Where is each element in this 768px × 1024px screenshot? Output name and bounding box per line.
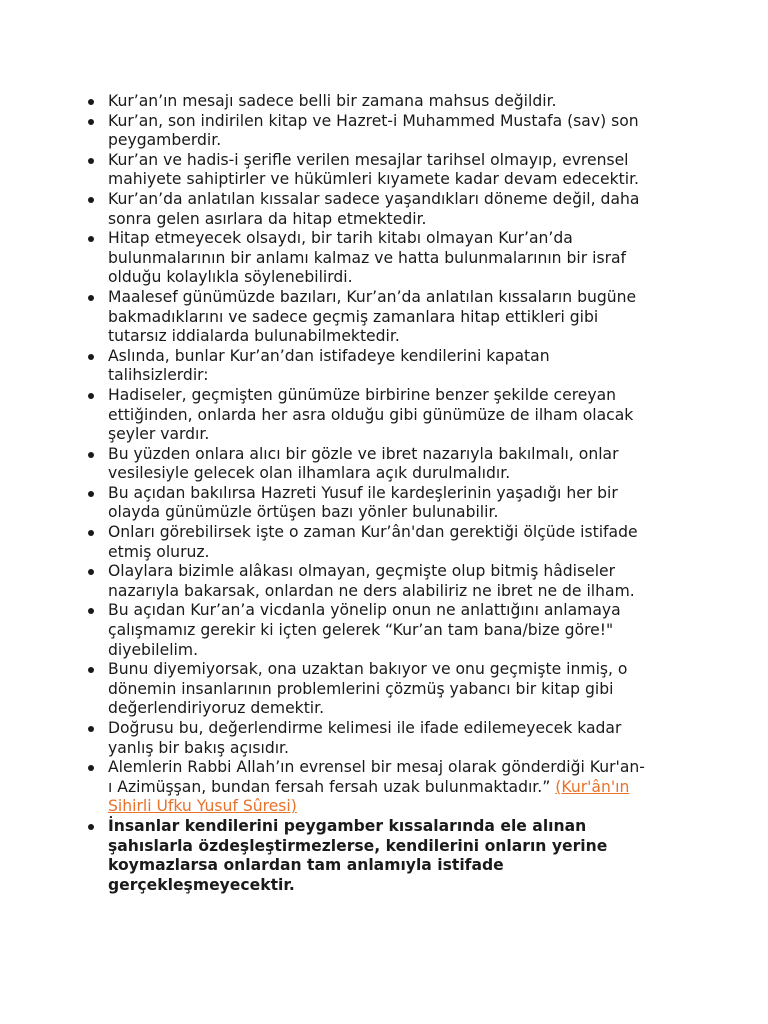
list-item: [108, 660, 674, 719]
bullet-icon: [88, 569, 94, 575]
list-item: [108, 190, 674, 229]
list-item: [108, 151, 674, 190]
list-item-text: Olaylara bizimle alâkası olmayan, geçmişte olup bitmiş hâdiseler nazarıyla bakarsak, onlardan ne ders alabiliriz ne ibret ne de ilham.: [108, 562, 635, 600]
bullet-icon: [88, 197, 94, 203]
list-item: [108, 92, 674, 112]
list-item-text: Kur’an’ın mesajı sadece belli bir zamana mahsus değildir.: [108, 92, 557, 110]
list-item-text: Maalesef günümüzde bazıları, Kur’an’da anlatılan kıssaların bugüne bakmadıklarını ve sadece geçmiş zamanlara hitap ettikleri gibi tutarsız iddialarda bulunabilmektedir.: [108, 287, 637, 346]
list-item-text: Hadiseler, geçmişten günümüze birbirine benzer şekilde cereyan ettiğinden, onlarda her asra olduğu gibi günümüze de ilham olacak şeyler vardır.: [108, 385, 634, 444]
bullet-icon: [88, 765, 94, 771]
bullet-icon: [88, 158, 94, 164]
list-item-text: Kur’an, son indirilen kitap ve Hazret-i Muhammed Mustafa (sav) son peygamberdir.: [108, 111, 639, 150]
bullet-icon: [88, 393, 94, 399]
list-item-text: Aslında, bunlar Kur’an’dan istifadeye kendilerini kapatan talihsizlerdir:: [108, 346, 550, 385]
source-link[interactable]: (Kur'ân'ın Sihirli Ufku Yusuf Sûresi): [108, 777, 630, 816]
list-item-text: Alemlerin Rabbi Allah’ın evrensel bir mesaj olarak gönderdiği Kur'an- ı Azimüşşan, bundan fersah fersah uzak bulunmaktadır.”: [108, 758, 645, 796]
bullet-icon: [88, 452, 94, 458]
bullet-icon: [88, 99, 94, 105]
list-item: [108, 112, 674, 151]
bullet-icon: [88, 608, 94, 614]
bullet-icon: [88, 295, 94, 301]
list-item-text: Bunu diyemiyorsak, ona uzaktan bakıyor ve onu geçmişte inmiş, o dönemin insanlarının problemlerini çözmüş yabancı bir kitap gibi değerlendiriyoruz demektir.: [108, 660, 628, 718]
list-item-text: Kur’an’da anlatılan kıssalar sadece yaşandıkları döneme değil, daha sonra gelen asırlara da hitap etmektedir.: [108, 189, 640, 228]
list-item: [108, 484, 674, 523]
bullet-icon: [88, 119, 94, 125]
bullet-list: [0, 92, 674, 895]
list-item-text: Doğrusu bu, değerlendirme kelimesi ile ifade edilemeyecek kadar yanlış bir bakış açısıdır.: [108, 719, 622, 757]
list-item: [108, 229, 674, 288]
list-item-text: Onları görebilirsek işte o zaman Kur’ân'dan gerektiği ölçüde istifade etmiş oluruz.: [108, 523, 638, 561]
bullet-icon: [88, 491, 94, 497]
bullet-icon: [88, 236, 94, 242]
list-item: [108, 523, 674, 562]
bullet-icon: [88, 824, 94, 830]
document-page: [0, 92, 768, 895]
list-item: [108, 601, 674, 660]
list-item: [108, 288, 674, 347]
list-item-text: Kur’an ve hadis-i şerifle verilen mesajlar tarihsel olmayıp, evrensel mahiyete sahiptirler ve hükümleri kıyamete kadar devam edecektir.: [108, 150, 640, 189]
list-item-text: Bu açıdan bakılırsa Hazreti Yusuf ile kardeşlerinin yaşadığı her bir olayda günümüzle örtüşen bazı yönler bulunabilir.: [108, 483, 618, 522]
list-item-text: İnsanlar kendilerini peygamber kıssalarında ele alınan şahıslarla özdeşleştirmezlerse, kendilerini onların yerine koymazlarsa onlardan tam anlamıyla istifade gerçekleşmeyecektir.: [108, 816, 608, 894]
list-item: [108, 347, 674, 386]
list-item-text: Hitap etmeyecek olsaydı, bir tarih kitabı olmayan Kur’an’da bulunmalarının bir anlamı kalmaz ve hatta bulunmalarının bir israf olduğu kolaylıkla söylenebilirdi.: [108, 229, 627, 287]
list-item: [108, 719, 674, 758]
list-item: [108, 386, 674, 445]
bullet-icon: [88, 726, 94, 732]
bullet-icon: [88, 530, 94, 536]
bullet-icon: [88, 667, 94, 673]
list-item-text: Bu açıdan Kur’an’a vicdanla yönelip onun ne anlattığını anlamaya çalışmamız gerekir ki içten gelerek “Kur’an tam bana/bize göre!" diyebilelim.: [108, 601, 621, 659]
list-item: [108, 562, 674, 601]
list-item-text: Bu yüzden onlara alıcı bir gözle ve ibret nazarıyla bakılmalı, onlar vesilesiyle gelecek olan ilhamlara açık durulmalıdır.: [108, 444, 619, 483]
list-item: [108, 758, 674, 817]
bullet-icon: [88, 354, 94, 360]
list-item: [108, 445, 674, 484]
list-item-emphasis: [108, 817, 674, 895]
